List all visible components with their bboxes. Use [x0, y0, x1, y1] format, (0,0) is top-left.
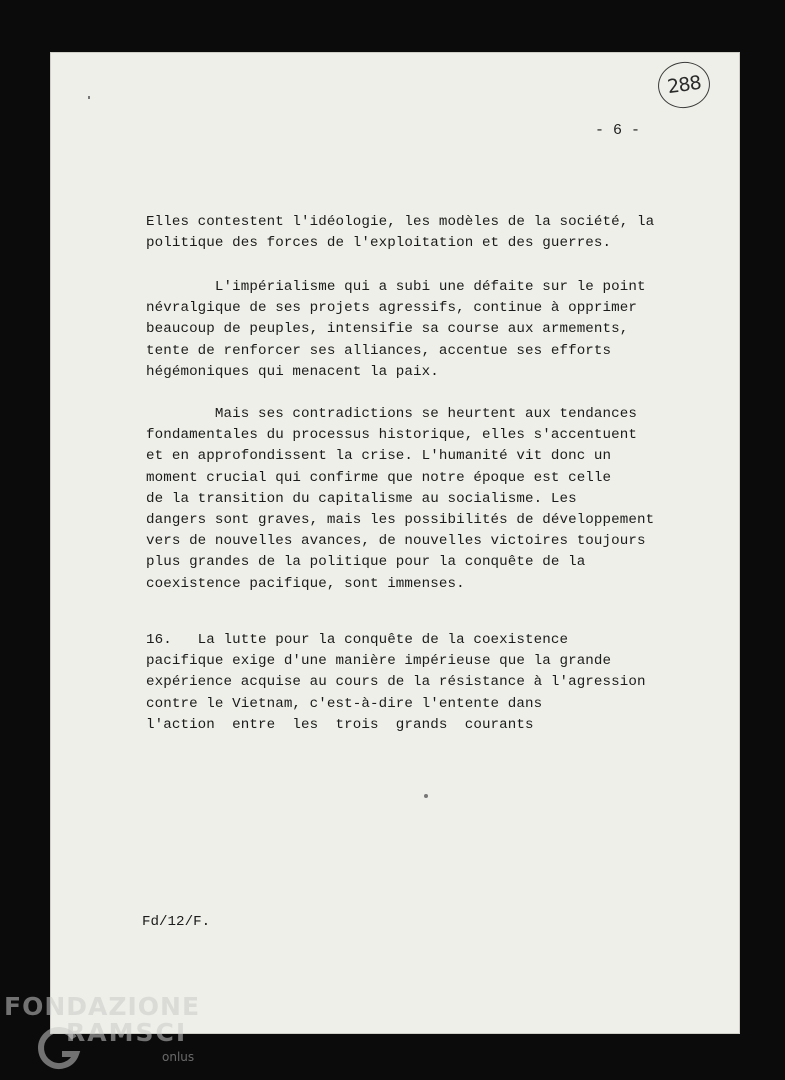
- page-number: - 6 -: [595, 122, 641, 139]
- paper-speck: [424, 794, 428, 798]
- watermark-line1: FONDAZIONE: [4, 992, 201, 1021]
- archive-watermark: [4, 992, 201, 1064]
- paragraph-4: 16. La lutte pour la conquête de la coexistence pacifique exige d'une manière impérieuse que la grande expérience acquise au cours de la résistance à l'agression contre le Vietnam, c'est-à-dire l'entente dans l'action entre les trois grands courants: [146, 632, 646, 733]
- paragraph-3: Mais ses contradictions se heurtent aux tendances fondamentales du processus historique, elles s'accentuent et en approfondissent la crise. L'humanité vit donc un moment crucial qui confirme que notre époque est celle de la transition du capitalisme au socialisme. Les dangers sont graves, mais les possibilités de développement vers de nouvelles avances, de nouvelles victoires toujours plus grandes de la politique pour la conquête de la coexistence pacifique, sont immenses.: [146, 406, 655, 592]
- document-reference: Fd/12/F.: [142, 914, 211, 930]
- watermark-suffix: onlus: [162, 1050, 195, 1064]
- watermark-line2: RAMSCI: [66, 1018, 188, 1047]
- archive-number-stamp: 288: [655, 59, 713, 112]
- paper-mark: [88, 96, 90, 99]
- paragraph-2: L'impérialisme qui a subi une défaite sur le point névralgique de ses projets agressifs, continue à opprimer beaucoup de peuples, intensifie sa course aux armements, tente de renforcer ses alliances, accentue ses efforts hégémoniques qui menacent la paix.: [146, 279, 646, 380]
- paragraph-1: Elles contestent l'idéologie, les modèles de la société, la politique des forces de l'exploitation et des guerres.: [146, 214, 655, 252]
